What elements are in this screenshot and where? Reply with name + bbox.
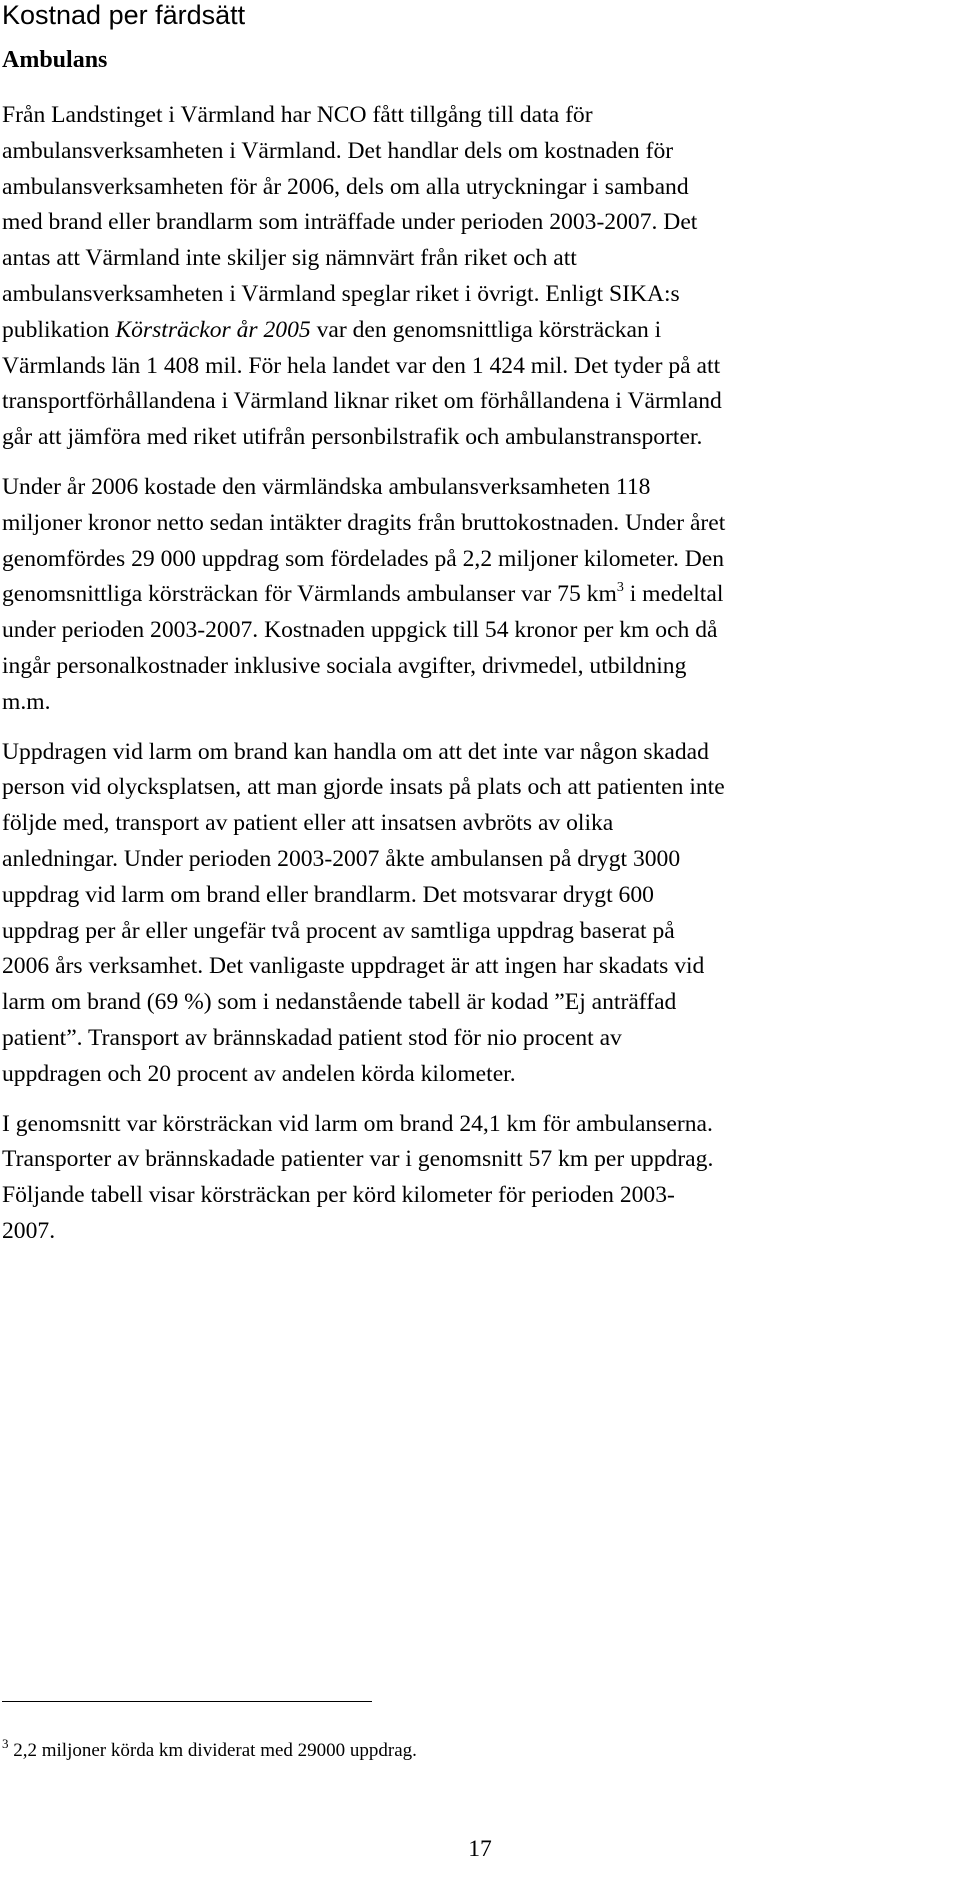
text-run: var den genomsnittliga körsträckan i [310, 316, 662, 343]
text-line: Värmlands län 1 408 mil. För hela landet var den 1 424 mil. Det tyder på att [2, 352, 721, 379]
text-run: publikation [2, 316, 116, 343]
text-line: Transporter av brännskadade patienter var i genomsnitt 57 km per uppdrag. [2, 1146, 714, 1173]
text-line: larm om brand (69 %) som i nedanstående tabell är kodad ”Ej anträffad [2, 989, 677, 1016]
text-line: anledningar. Under perioden 2003-2007 åkte ambulansen på drygt 3000 [2, 845, 681, 872]
paragraph-2 [2, 470, 942, 721]
text-run: genomsnittliga körsträckan för Värmlands ambulanser var 75 km [2, 581, 617, 608]
text-run: i medeltal [623, 581, 724, 608]
text-line: under perioden 2003-2007. Kostnaden uppgick till 54 kronor per km och då [2, 617, 718, 644]
text-line [2, 577, 942, 613]
text-line: ambulansverksamheten i Värmland. Det handlar dels om kostnaden för [2, 137, 674, 164]
text-line: antas att Värmland inte skiljer sig nämnvärt från riket och att [2, 245, 577, 272]
text-line: går att jämföra med riket utifrån personbilstrafik och ambulanstransporter. [2, 424, 703, 451]
paragraph-3 [2, 735, 942, 1093]
text-line: med brand eller brandlarm som inträffade under perioden 2003-2007. Det [2, 209, 698, 236]
text-line: ambulansverksamheten för år 2006, dels om alla utryckningar i samband [2, 173, 689, 200]
text-line: uppdrag per år eller ungefär två procent av samtliga uppdrag baserat på [2, 917, 675, 944]
subsection-heading: Ambulans [2, 47, 108, 73]
page-number: 17 [468, 1836, 492, 1862]
text-line: m.m. [2, 688, 51, 715]
paragraph-4 [2, 1107, 942, 1250]
footnote-reference: 3 [616, 580, 624, 596]
text-line: I genomsnitt var körsträckan vid larm om brand 24,1 km för ambulanserna. [2, 1110, 713, 1137]
footnote-number: 3 [2, 1736, 9, 1751]
text-line: Under år 2006 kostade den värmländska ambulansverksamheten 118 [2, 473, 651, 500]
section-heading: Kostnad per färdsätt [2, 0, 246, 30]
text-line: ambulansverksamheten i Värmland speglar riket i övrigt. Enligt SIKA:s [2, 280, 680, 307]
text-line: genomfördes 29 000 uppdrag som fördelades på 2,2 miljoner kilometer. Den [2, 545, 725, 572]
text-line: uppdragen och 20 procent av andelen körda kilometer. [2, 1060, 516, 1087]
footnote-text: 2,2 miljoner körda km dividerat med 29000 uppdrag. [8, 1740, 417, 1761]
text-line: patient”. Transport av brännskadad patient stod för nio procent av [2, 1024, 622, 1051]
text-line: person vid olycksplatsen, att man gjorde insats på plats och att patienten inte [2, 774, 725, 801]
text-line: ingår personalkostnader inklusive sociala avgifter, drivmedel, utbildning [2, 652, 687, 679]
text-line [2, 313, 942, 349]
text-line: transportförhållandena i Värmland liknar riket om förhållandena i Värmland [2, 388, 722, 415]
text-line: Följande tabell visar körsträckan per körd kilometer för perioden 2003- [2, 1182, 675, 1209]
text-line: följde med, transport av patient eller att insatsen avbröts av olika [2, 810, 614, 837]
publication-title: Körsträckor år 2005 [115, 316, 311, 343]
footnote-divider [2, 1701, 372, 1702]
text-line: uppdrag vid larm om brand eller brandlarm. Det motsvarar drygt 600 [2, 881, 654, 908]
paragraph-1 [2, 98, 942, 456]
body-text [2, 98, 942, 1250]
text-line: Från Landstinget i Värmland har NCO fått tillgång till data för [2, 102, 593, 128]
text-line: Uppdragen vid larm om brand kan handla om att det inte var någon skadad [2, 738, 709, 765]
text-line: miljoner kronor netto sedan intäkter dragits från bruttokostnaden. Under året [2, 509, 726, 536]
footnote [2, 1738, 417, 1764]
text-line: 2007. [2, 1217, 56, 1244]
text-line: 2006 års verksamhet. Det vanligaste uppdraget är att ingen har skadats vid [2, 953, 705, 980]
